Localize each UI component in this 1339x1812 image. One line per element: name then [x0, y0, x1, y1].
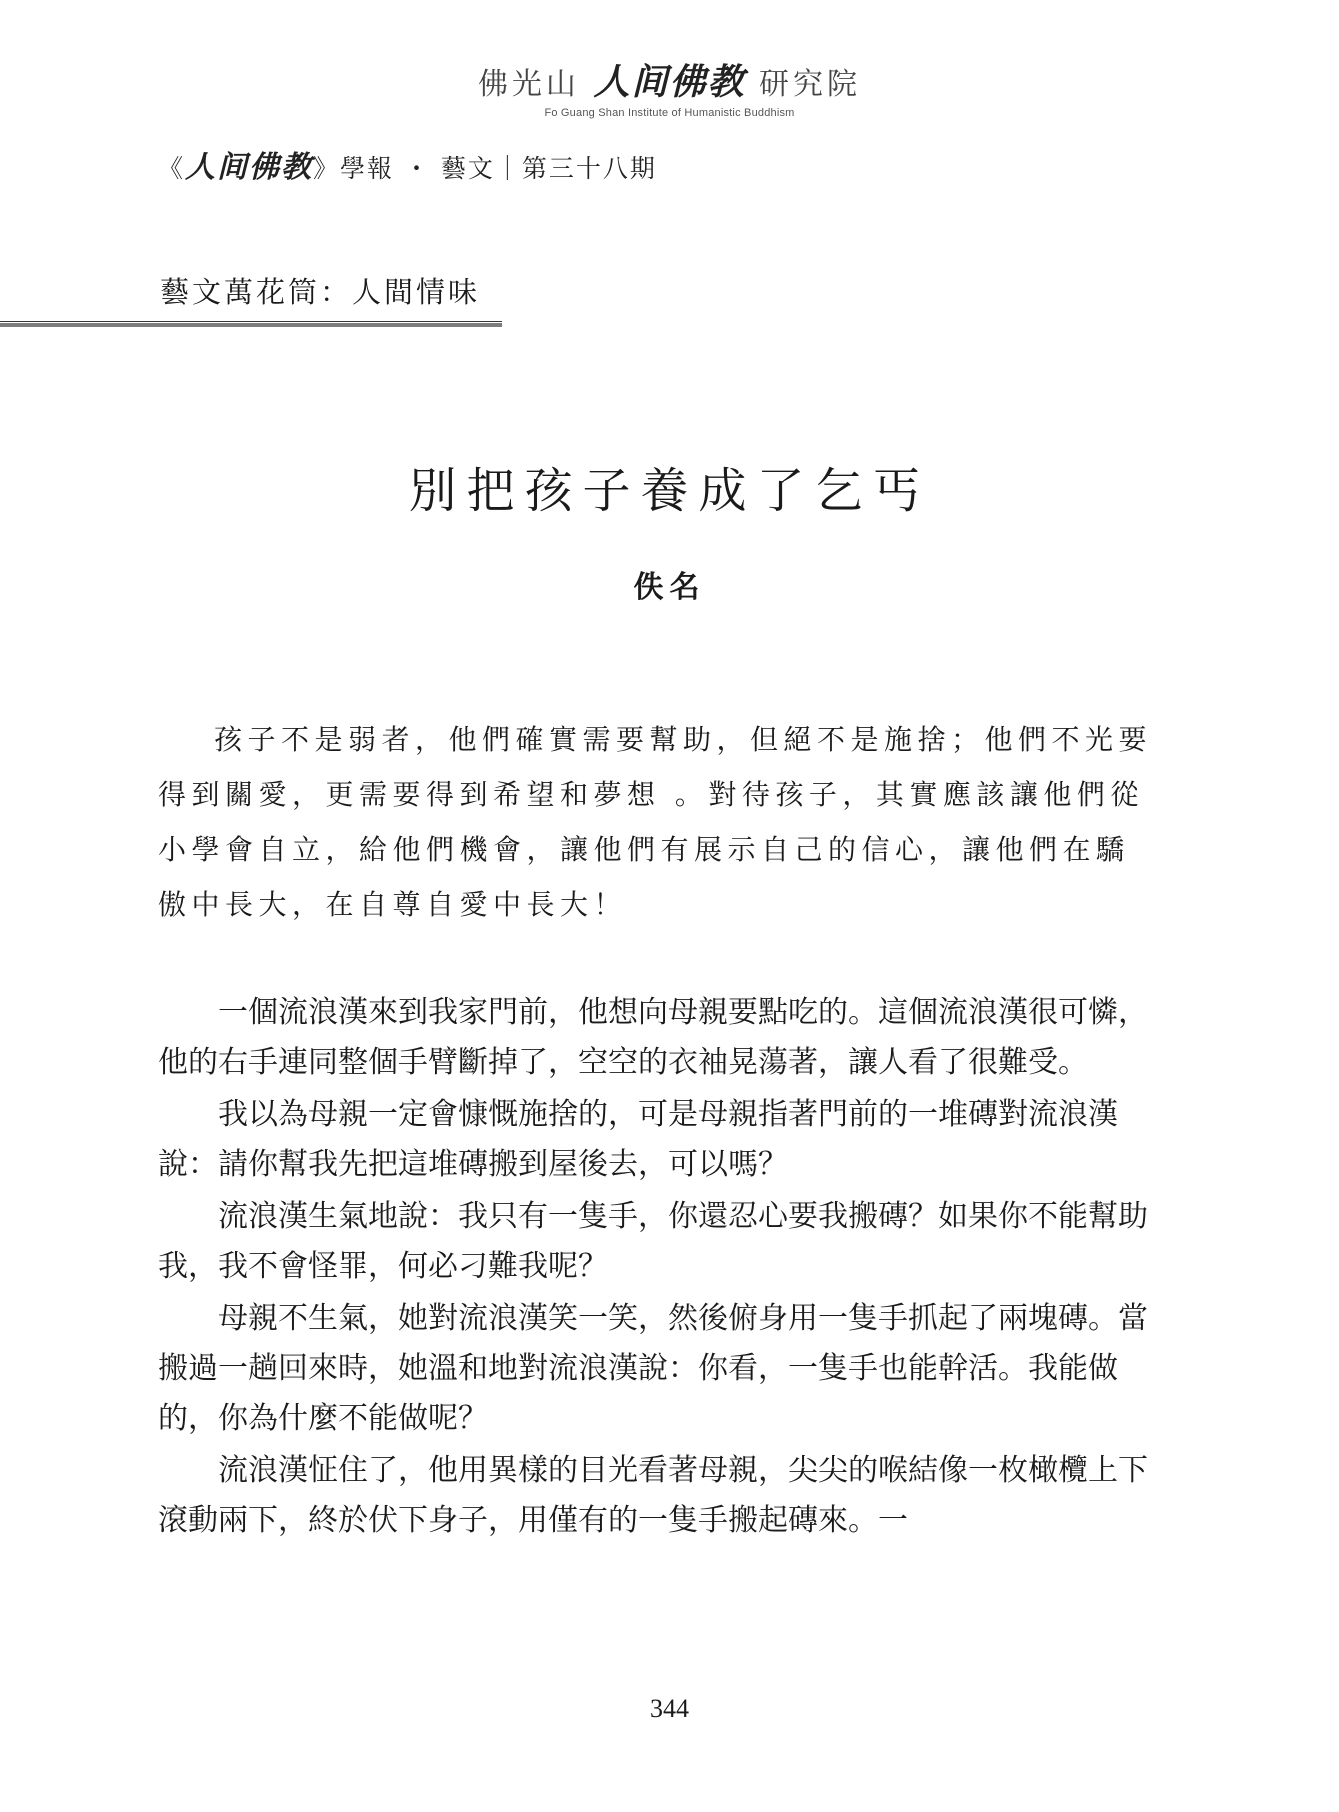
- institute-name: [0, 62, 1339, 105]
- section-divider: [0, 323, 502, 327]
- journal-bracket-close: 》: [313, 154, 341, 183]
- institute-english-name: Fo Guang Shan Institute of Humanistic Buddhism: [544, 107, 795, 119]
- journal-logo: 人间佛教: [185, 150, 314, 185]
- article-author: 佚名: [633, 570, 706, 605]
- institute-suffix: 研究院: [759, 67, 862, 102]
- journal-running-header: [158, 142, 657, 186]
- body-paragraph-3: 流浪漢生氣地說：我只有一隻手，你還忍心要我搬磚？如果你不能幫助我，我不會怪罪，何必刁難我呢？: [158, 1199, 1148, 1284]
- body-paragraph-2: 我以為母親一定會慷慨施捨的，可是母親指著門前的一堆磚對流浪漢說：請你幫我先把這堆磚搬到屋後去，可以嗎？: [158, 1097, 1118, 1182]
- intro-paragraph: 孩子不是弱者，他們確實需要幫助，但絕不是施捨；他們不光要得到關愛，更需要得到希望和夢想 。對待孩子，其實應該讓他們從小學會自立，給他們機會，讓他們有展示自己的信心，讓他們在驕傲中長大，在自尊自愛中長大！: [158, 723, 1153, 921]
- body-paragraph-5: 流浪漢怔住了，他用異樣的目光看著母親，尖尖的喉結像一枚橄欖上下滾動兩下，終於伏下身子，用僅有的一隻手搬起磚來。一: [158, 1453, 1148, 1538]
- institute-logo: 人间佛教: [593, 61, 746, 103]
- article-intro: [158, 712, 1158, 932]
- body-paragraph-1: 一個流浪漢來到我家門前，他想向母親要點吃的。這個流浪漢很可憐，他的右手連同整個手臂斷掉了，空空的衣袖晃蕩著，讓人看了很難受。: [158, 995, 1148, 1080]
- institute-header: [0, 62, 1339, 119]
- article-body: [158, 988, 1158, 1546]
- journal-issue: 學報 ・ 藝文｜第三十八期: [340, 154, 657, 183]
- section-divider-line: [0, 321, 502, 322]
- institute-prefix: 佛光山: [477, 67, 580, 102]
- article-title: 別把孩子養成了乞丐: [408, 463, 931, 519]
- body-paragraph-4: 母親不生氣，她對流浪漢笑一笑，然後俯身用一隻手抓起了兩塊磚。當搬過一趟回來時，她溫和地對流浪漢說：你看，一隻手也能幹活。我能做的，你為什麼不能做呢？: [158, 1301, 1148, 1436]
- journal-bracket-open: 《: [158, 154, 186, 183]
- section-label: 藝文萬花筒：人間情味: [160, 275, 481, 309]
- page-number: 344: [650, 1694, 689, 1723]
